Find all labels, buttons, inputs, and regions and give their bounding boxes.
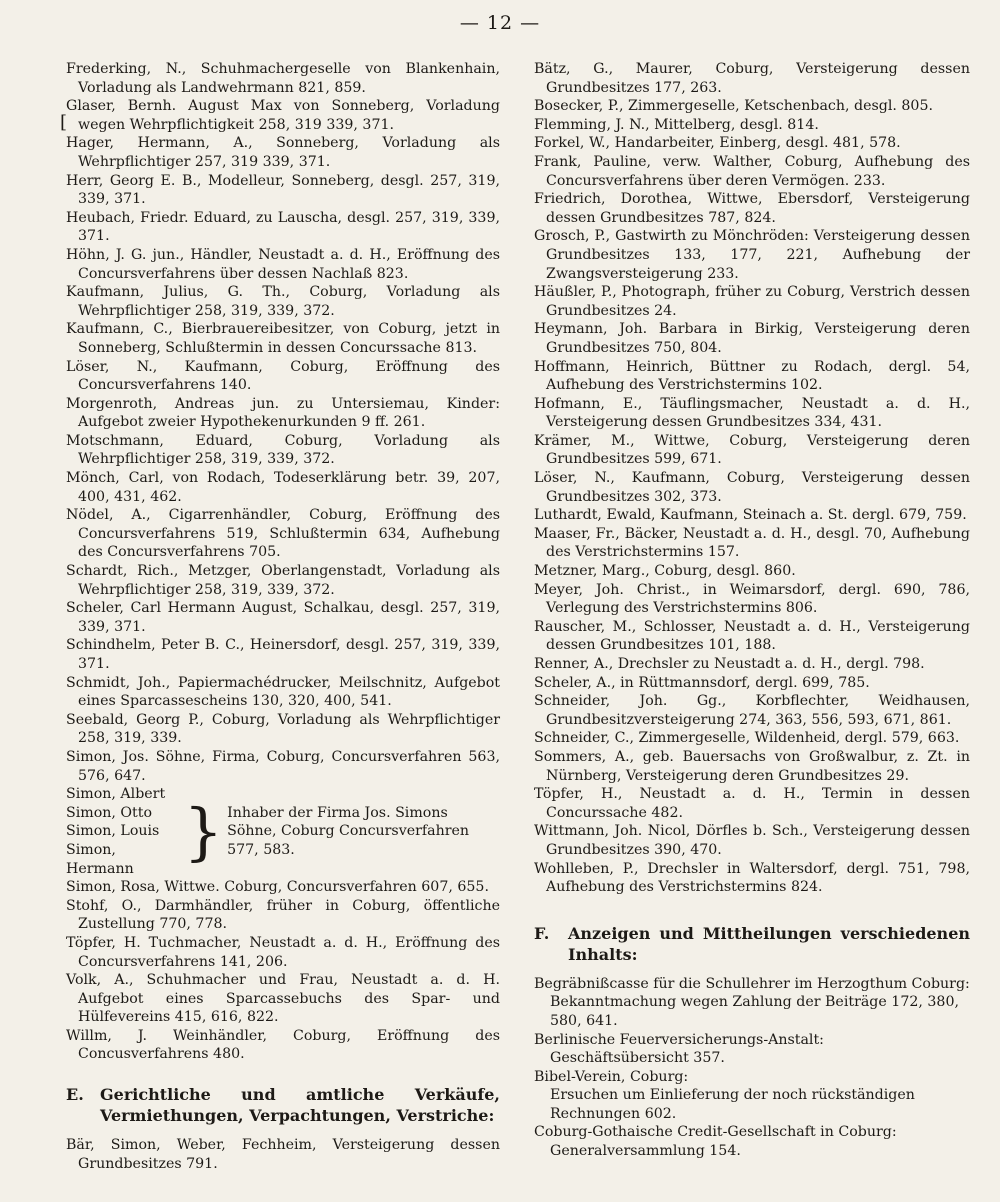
- index-entry: Mönch, Carl, von Rodach, Todeserklärung betr. 39, 207, 400, 431, 462.: [66, 470, 500, 505]
- index-entry: Schneider, C., Zimmergeselle, Wildenheid, dergl. 579, 663.: [534, 730, 960, 747]
- simon-group-names: [66, 785, 184, 878]
- index-entry: Frederking, N., Schuhmachergeselle von Blankenhain, Vorladung als Landwehrmann 821, 859.: [66, 61, 500, 96]
- index-entry: Kaufmann, Julius, G. Th., Coburg, Vorladung als Wehrpflichtiger 258, 319, 339, 372.: [66, 284, 500, 319]
- index-entry: Herr, Georg E. B., Modelleur, Sonneberg, desgl. 257, 319, 339, 371.: [66, 172, 500, 208]
- index-entry: Luthardt, Ewald, Kaufmann, Steinach a. St. dergl. 679, 759.: [534, 507, 967, 524]
- index-entry: Hoffmann, Heinrich, Büttner zu Rodach, dergl. 54, Aufhebung des Verstrichstermins 102.: [534, 358, 970, 394]
- index-entry: Renner, A., Drechsler zu Neustadt a. d. H., dergl. 798.: [534, 656, 925, 672]
- index-entry: Simon, Jos. Söhne, Firma, Coburg, Concursverfahren 563, 576, 647.: [66, 748, 500, 784]
- section-f-heading: [534, 923, 970, 965]
- index-entry: Heubach, Friedr. Eduard, zu Lauscha, desgl. 257, 319, 339, 371.: [66, 209, 500, 245]
- left-entry-list: [66, 60, 500, 785]
- index-entry: Löser, N., Kaufmann, Coburg, Versteigerung dessen Grundbesitzes 302, 373.: [534, 470, 970, 505]
- announcement-head: Berlinische Feuerversicherungs-Anstalt:: [534, 1031, 824, 1048]
- left-entry-list-after: [66, 878, 500, 1064]
- index-entry: Hofmann, E., Täuflingsmacher, Neustadt a. d. H., Versteigerung dessen Grundbesitzes 334, 431.: [534, 395, 970, 431]
- index-entry: Scheler, Carl Hermann August, Schalkau, desgl. 257, 319, 339, 371.: [66, 600, 500, 635]
- index-entry: Flemming, J. N., Mittelberg, desgl. 814.: [534, 116, 819, 133]
- simon-group-name: Simon, Louis: [66, 823, 160, 840]
- index-entry: Metzner, Marg., Coburg, desgl. 860.: [534, 563, 796, 580]
- index-entry: Morgenroth, Andreas jun. zu Untersiemau, Kinder: Aufgebot zweier Hypothekenurkunden 9 ff. 261.: [66, 395, 500, 431]
- index-entry: Heymann, Joh. Barbara in Birkig, Versteigerung deren Grundbesitzes 750, 804.: [534, 321, 970, 356]
- index-entry: Bosecker, P., Zimmergeselle, Ketschenbach, desgl. 805.: [534, 98, 933, 115]
- simon-group-name: Simon, Hermann: [66, 841, 134, 877]
- index-entry: Kaufmann, C., Bierbrauereibesitzer, von Coburg, jetzt in Sonneberg, Schlußtermin in dessen Concurssache 813.: [66, 321, 500, 356]
- announcement-entry: [534, 1123, 970, 1160]
- simon-group-name: Simon, Otto: [66, 804, 152, 821]
- index-entry: Sommers, A., geb. Bauersachs von Großwalbur, z. Zt. in Nürnberg, Versteigerung deren Grundbesitzes 29.: [534, 748, 970, 784]
- index-entry: Krämer, M., Wittwe, Coburg, Versteigerung deren Grundbesitzes 599, 671.: [534, 432, 970, 468]
- index-entry: Maaser, Fr., Bäcker, Neustadt a. d. H., desgl. 70, Aufhebung des Verstrichstermins 157.: [534, 525, 970, 561]
- right-entry-list: [534, 60, 970, 897]
- index-entry: Schmidt, Joh., Papiermachédrucker, Meilschnitz, Aufgebot eines Sparcassescheins 130, 320, 400, 541.: [66, 674, 500, 710]
- section-e-letter: E.: [66, 1085, 84, 1105]
- index-entry: Schindhelm, Peter B. C., Heinersdorf, desgl. 257, 319, 339, 371.: [66, 637, 500, 672]
- announcement-body: Bekanntmachung wegen Zahlung der Beiträge 172, 380, 580, 641.: [550, 994, 959, 1029]
- index-entry: Scheler, A., in Rüttmannsdorf, dergl. 699, 785.: [534, 674, 870, 691]
- index-entry: Forkel, W., Handarbeiter, Einberg, desgl. 481, 578.: [534, 135, 901, 152]
- index-entry: Glaser, Bernh. August Max von Sonneberg, Vorladung wegen Wehrpflichtigkeit 258, 319 339, 371.: [66, 98, 500, 133]
- index-entry: Bätz, G., Maurer, Coburg, Versteigerung dessen Grundbesitzes 177, 263.: [534, 61, 970, 96]
- section-e-heading: [66, 1084, 500, 1126]
- index-entry: Höhn, J. G. jun., Händler, Neustadt a. d. H., Eröffnung des Concursverfahrens über dessen Nachlaß 823.: [66, 246, 500, 282]
- index-entry: Nödel, A., Cigarrenhändler, Coburg, Eröffnung des Concursverfahrens 519, Schlußtermin 634, Aufhebung des Concursverfahrens 705.: [66, 507, 500, 561]
- section-f-entry-list: [534, 975, 970, 1161]
- section-e-title: Gerichtliche und amtliche Verkäufe, Vermiethungen, Verpachtungen, Verstriche:: [100, 1085, 500, 1126]
- section-f-letter: F.: [534, 923, 550, 943]
- simon-group: [66, 785, 500, 878]
- announcement-head: Begräbnißcasse für die Schullehrer im Herzogthum Coburg:: [534, 975, 970, 992]
- index-entry: Stohf, O., Darmhändler, früher in Coburg, öffentliche Zustellung 770, 778.: [66, 897, 500, 933]
- index-entry: Volk, A., Schuhmacher und Frau, Neustadt a. d. H. Aufgebot eines Sparcassebuchs des Spar- und Hülfevereins 415, 616, 822.: [66, 972, 500, 1026]
- section-f-title: Anzeigen und Mittheilungen verschiedenen Inhalts:: [568, 923, 970, 964]
- announcement-entry: [534, 1068, 970, 1124]
- index-entry: Wittmann, Joh. Nicol, Dörfles b. Sch., Versteigerung dessen Grundbesitzes 390, 470.: [534, 823, 970, 858]
- bracket-mark: [: [60, 112, 68, 133]
- index-entry: Frank, Pauline, verw. Walther, Coburg, Aufhebung des Concursverfahrens über deren Vermögen. 233.: [534, 153, 970, 189]
- announcement-head: Bibel-Verein, Coburg:: [534, 1068, 689, 1085]
- index-entry: Hager, Hermann, A., Sonneberg, Vorladung als Wehrpflichtiger 257, 319 339, 371.: [66, 135, 500, 170]
- index-entry: Löser, N., Kaufmann, Coburg, Eröffnung des Concursverfahrens 140.: [66, 358, 500, 394]
- announcement-entry: [534, 975, 970, 1031]
- index-entry: Töpfer, H. Tuchmacher, Neustadt a. d. H., Eröffnung des Concursverfahrens 141, 206.: [66, 934, 500, 970]
- index-entry: Grosch, P., Gastwirth zu Mönchröden: Versteigerung dessen Grundbesitzes 133, 177, 221, Aufhebung der Zwangsversteigerung 233.: [534, 228, 970, 282]
- index-entry: Schardt, Rich., Metzger, Oberlangenstadt, Vorladung als Wehrpflichtiger 258, 319, 339, 372.: [66, 563, 500, 598]
- index-entry: Friedrich, Dorothea, Wittwe, Ebersdorf, Versteigerung dessen Grundbesitzes 787, 824.: [534, 191, 970, 226]
- index-entry: Rauscher, M., Schlosser, Neustadt a. d. H., Versteigerung dessen Grundbesitzes 101, 188.: [534, 618, 970, 654]
- announcement-body: Geschäftsübersicht 357.: [550, 1050, 725, 1067]
- simon-group-name: Simon, Albert: [66, 786, 166, 803]
- announcement-head: Coburg-Gothaische Credit-Gesellschaft in Coburg:: [534, 1124, 897, 1141]
- index-entry: Simon, Rosa, Wittwe. Coburg, Concursverfahren 607, 655.: [66, 879, 489, 896]
- index-entry: Schneider, Joh. Gg., Korbflechter, Weidhausen, Grundbesitzversteigerung 274, 363, 556, 593, 671, 861.: [534, 693, 970, 728]
- index-entry: Wohlleben, P., Drechsler in Waltersdorf, dergl. 751, 798, Aufhebung des Verstrichstermins 824.: [534, 860, 970, 896]
- index-entry: Motschmann, Eduard, Coburg, Vorladung als Wehrpflichtiger 258, 319, 339, 372.: [66, 432, 500, 468]
- page-number: — 12 —: [459, 12, 541, 34]
- index-entry: Häußler, P., Photograph, früher zu Coburg, Verstrich dessen Grundbesitzes 24.: [534, 284, 970, 319]
- brace-icon: }: [183, 794, 224, 868]
- index-entry: Bär, Simon, Weber, Fechheim, Versteigerung dessen Grundbesitzes 791.: [66, 1137, 500, 1172]
- index-entry: Seebald, Georg P., Coburg, Vorladung als Wehrpflichtiger 258, 319, 339.: [66, 711, 500, 747]
- left-column: [66, 60, 500, 1173]
- announcement-body: Generalversammlung 154.: [550, 1143, 741, 1160]
- simon-group-text: Inhaber der Firma Jos. Simons Söhne, Coburg Concursverfahren 577, 583.: [227, 804, 470, 858]
- right-column: [534, 60, 970, 1161]
- announcement-entry: [534, 1031, 970, 1068]
- announcement-body: Ersuchen um Einlieferung der noch rückständigen Rechnungen 602.: [550, 1087, 915, 1122]
- index-entry: Töpfer, H., Neustadt a. d. H., Termin in dessen Concurssache 482.: [534, 786, 970, 821]
- index-entry: Willm, J. Weinhändler, Coburg, Eröffnung des Concusverfahrens 480.: [66, 1027, 500, 1063]
- section-e-entry-list: [66, 1136, 500, 1173]
- index-entry: Meyer, Joh. Christ., in Weimarsdorf, dergl. 690, 786, Verlegung des Verstrichstermins 806.: [534, 581, 970, 617]
